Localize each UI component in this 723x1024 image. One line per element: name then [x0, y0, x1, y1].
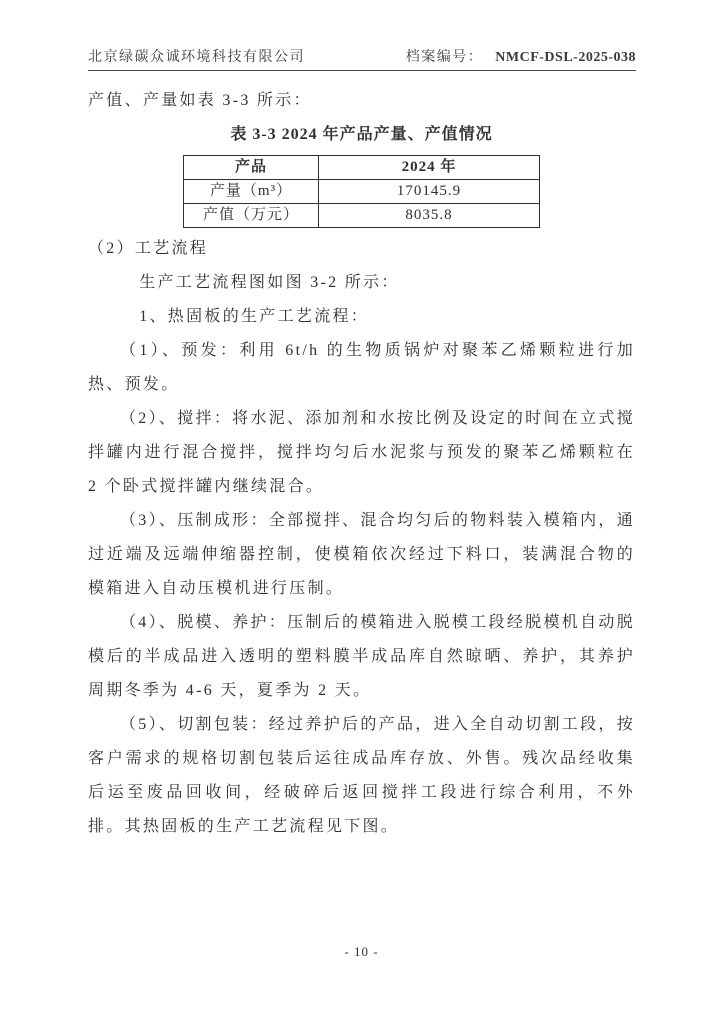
document-content [88, 84, 635, 844]
table-row [184, 180, 540, 204]
intro-paragraph: 产值、产量如表 3-3 所示： [88, 92, 312, 109]
paragraph: （3）、压制成形：全部搅拌、混合均匀后的物料装入模箱内，通过近端及远端伸缩器控制，使模箱依次经过下料口，装满混合物的模箱进入自动压模机进行压制。 [88, 512, 635, 597]
paragraph: 生产工艺流程图如图 3-2 所示： [139, 274, 400, 291]
table-column-header: 2024 年 [319, 156, 540, 180]
table-cell: 8035.8 [319, 204, 540, 228]
paragraph-list [88, 232, 635, 844]
table-cell: 产量（m³） [184, 180, 319, 204]
paragraph: （2）工艺流程 [88, 240, 209, 257]
page-number: - 10 - [344, 944, 379, 959]
page-footer [0, 944, 723, 960]
table-header-row [184, 156, 540, 180]
header-rule [88, 70, 636, 71]
page-header [88, 46, 636, 66]
production-table [183, 155, 540, 228]
header-company-name: 北京绿碳众诚环境科技有限公司 [88, 50, 305, 65]
paragraph: （4）、脱模、养护：压制后的模箱进入脱模工段经脱模机自动脱模后的半成品进入透明的塑料膜半成品库自然晾晒、养护，其养护周期冬季为 4-6 天，夏季为 2 天。 [88, 614, 635, 699]
paragraph: 1、热固板的生产工艺流程： [139, 308, 370, 325]
table-row [184, 204, 540, 228]
table-body [184, 180, 540, 228]
table-cell: 产值（万元） [184, 204, 319, 228]
paragraph: （5）、切割包装：经过养护后的产品，进入全自动切割工段，按客户需求的规格切割包装后运往成品库存放、外售。残次品经收集后运至废品回收间，经破碎后返回搅拌工段进行综合利用，不外排。其热固板的生产工艺流程见下图。 [88, 716, 635, 835]
archive-label: 档案编号： [405, 50, 484, 65]
paragraph: （1）、预发：利用 6t/h 的生物质锅炉对聚苯乙烯颗粒进行加热、预发。 [88, 342, 635, 393]
table-title: 表 3-3 2024 年产品产量、产值情况 [230, 126, 493, 143]
table-column-header: 产品 [184, 156, 319, 180]
paragraph: （2）、搅拌：将水泥、添加剂和水按比例及设定的时间在立式搅拌罐内进行混合搅拌，搅拌均匀后水泥浆与预发的聚苯乙烯颗粒在 2 个卧式搅拌罐内继续混合。 [88, 410, 635, 495]
archive-number: NMCF-DSL-2025-038 [495, 50, 636, 65]
header-archive [406, 46, 636, 66]
table-cell: 170145.9 [319, 180, 540, 204]
